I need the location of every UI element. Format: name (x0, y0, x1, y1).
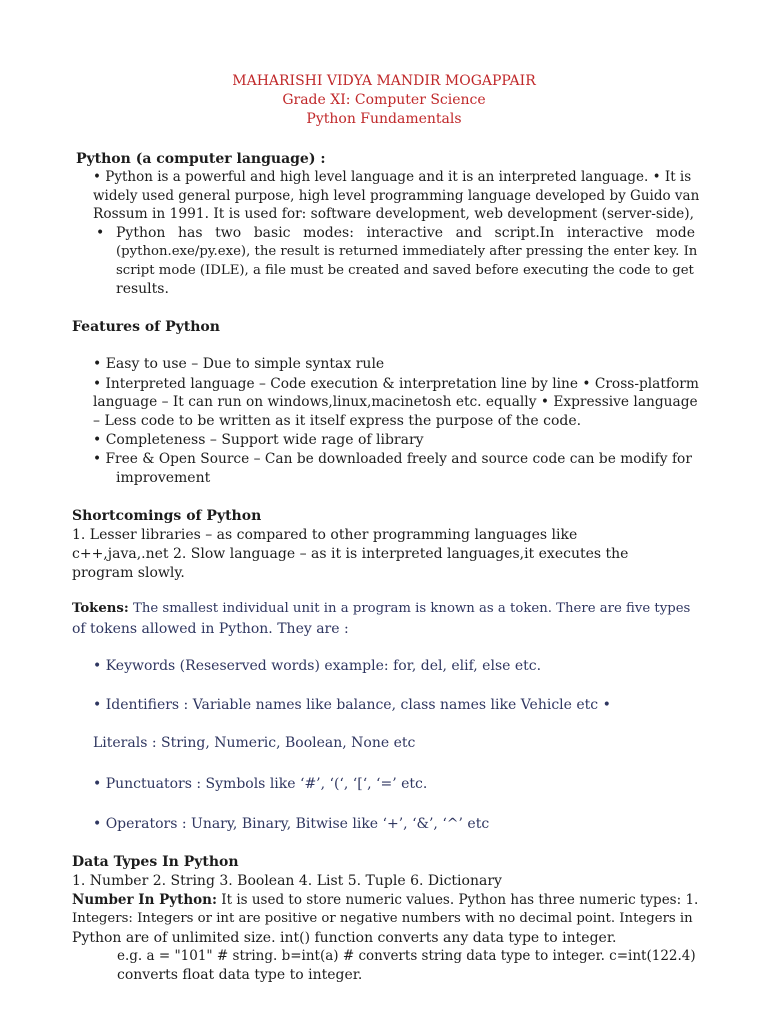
datatypes-line-5: e.g. a = "101" # string. b=int(a) # converts string data type to integer. c=int(122.4) (117, 948, 696, 964)
number-text: It is used to store numeric values. Python has three numeric types: 1. (221, 892, 699, 908)
subject-title: Python Fundamentals (306, 111, 462, 127)
intro-line-3: Rossum in 1991. It is used for: software development, web development (server-side), (93, 206, 695, 222)
intro-heading: Python (a computer language) : (76, 151, 326, 167)
tokens-label: Tokens: (72, 601, 129, 616)
tokens-keywords: • Keywords (Reseserved words) example: for, del, elif, else etc. (93, 658, 542, 674)
shortcomings-line-1: 1. Lesser libraries – as compared to other programming languages like (72, 527, 578, 543)
datatypes-line-4: Python are of unlimited size. int() function converts any data type to integer. (72, 930, 617, 946)
features-line-4: – Less code to be written as it itself express the purpose of the code. (93, 413, 582, 429)
number-label: Number In Python: (72, 892, 217, 908)
tokens-operators: • Operators : Unary, Binary, Bitwise like ‘+’, ‘&’, ‘^’ etc (93, 816, 490, 832)
intro-line-7: results. (116, 281, 169, 297)
features-line-2: • Interpreted language – Code execution & interpretation line by line • Cross-platform (93, 376, 699, 392)
tokens-line-1 (72, 600, 690, 618)
features-line-3: language – It can run on windows,linux,macinetosh etc. equally • Expressive language (93, 394, 698, 410)
shortcomings-line-2: c++,java,.net 2. Slow language – as it is interpreted languages,it executes the (72, 546, 629, 562)
number-line (72, 891, 698, 909)
features-line-6: • Free & Open Source – Can be downloaded freely and source code can be modify for (93, 451, 692, 467)
grade-title: Grade XI: Computer Science (282, 92, 486, 108)
tokens-literals: Literals : String, Numeric, Boolean, None etc (93, 735, 416, 751)
intro-bullet: • (96, 225, 105, 241)
intro-line-5: (python.exe/py.exe), the result is returned immediately after pressing the enter key. In (116, 244, 698, 259)
datatypes-line-6: converts float data type to integer. (117, 967, 363, 983)
features-line-7: improvement (116, 470, 211, 486)
datatypes-line-1: 1. Number 2. String 3. Boolean 4. List 5. Tuple 6. Dictionary (72, 873, 502, 889)
shortcomings-heading: Shortcomings of Python (72, 508, 262, 524)
features-line-5: • Completeness – Support wide rage of library (93, 432, 424, 448)
features-heading: Features of Python (72, 319, 220, 335)
datatypes-heading: Data Types In Python (72, 854, 239, 870)
intro-line-6: script mode (IDLE), a file must be created and saved before executing the code to get (116, 263, 694, 278)
school-name: MAHARISHI VIDYA MANDIR MOGAPPAIR (232, 73, 536, 89)
shortcomings-line-3: program slowly. (72, 565, 185, 581)
features-line-1: • Easy to use – Due to simple syntax rule (93, 356, 385, 372)
tokens-punctuators: • Punctuators : Symbols like ‘#’, ‘(‘, ‘[‘, ‘=’ etc. (93, 776, 428, 792)
tokens-text-1: The smallest individual unit in a program is known as a token. There are five types (133, 601, 691, 616)
intro-line-1: • Python is a powerful and high level language and it is an interpreted language. • It is (93, 169, 692, 185)
tokens-line-2: of tokens allowed in Python. They are : (72, 621, 349, 637)
intro-line-2: widely used general purpose, high level programming language developed by Guido van (93, 188, 700, 204)
tokens-identifiers: • Identifiers : Variable names like balance, class names like Vehicle etc • (93, 697, 611, 713)
datatypes-line-3: Integers: Integers or int are positive or negative numbers with no decimal point. Integers in (72, 911, 693, 926)
intro-line-4: Python has two basic modes: interactive and script.In interactive mode (116, 225, 695, 241)
